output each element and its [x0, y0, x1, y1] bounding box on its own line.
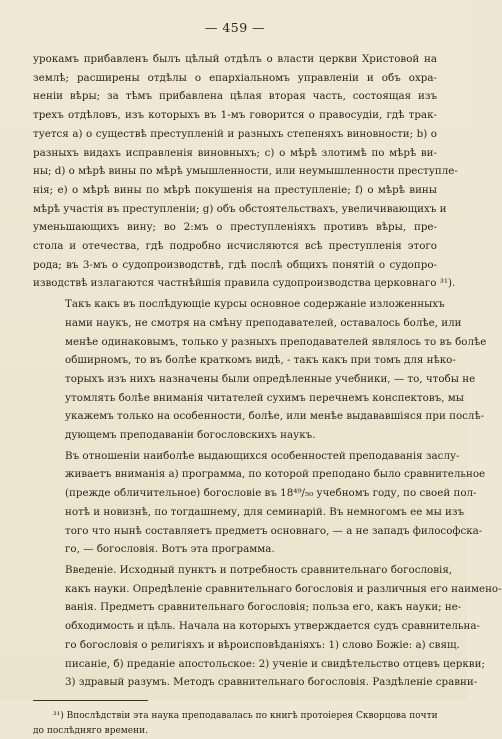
text-line: рода; въ 3-мъ о судопроизводствѣ, гдѣ послѣ общихъ понятій о судопро- [33, 258, 437, 271]
text-line: писаніе, б) преданіе апостольское: 2) ученіе и свидѣтельство отцевъ церкви; [65, 657, 485, 670]
text-line: туется а) о существѣ преступленій и разныхъ степеняхъ виновности; b) о [33, 127, 437, 140]
text-line: мѣрѣ участія въ преступленіи; g) объ обстоятельствахъ, увеличивающихъ и [33, 202, 447, 215]
text-line: неніи вѣры; за тѣмъ прибавлена цѣлая вторая часть, состоящая изъ [33, 90, 437, 103]
text-line: нія; e) о мѣрѣ вины по мѣрѣ покушенія на преступленіе; f) о мѣрѣ вины [33, 183, 437, 196]
text-line: торыхъ изъ нихъ назначены были опредѣленные учебники, — то, чтобы не [65, 372, 476, 385]
footnote-line: ³¹) Впослѣдствіи эта наука преподавалась по книгѣ протоіерея Скворцова почти [53, 710, 438, 721]
footnote-divider [33, 700, 148, 701]
text-line: Такъ какъ въ послѣдующіе курсы основное содержаніе изложенныхъ [65, 298, 445, 311]
text-line: изводствѣ излагаются частнѣйшія правила судопроизводства церковнаго ³¹). [33, 277, 456, 290]
text-line: (прежде обличительное) богословіе въ 18⁴⁹/₅₀ учебномъ году, по своей пол- [65, 487, 477, 500]
text-line: разныхъ видахъ исправленія виновныхъ; c) о мѣрѣ злотимѣ по мѣрѣ ви- [33, 146, 437, 159]
text-line: уменьшающихъ вину; во 2:мъ о преступленіяхъ противъ вѣры, пре- [33, 221, 437, 234]
text-line: 3) здравый разумъ. Методъ сравнительнаго богословія. Раздѣленіе сравни- [65, 676, 478, 689]
paragraph [33, 295, 487, 445]
text-line: живаетъ вниманія а) программа, по которой преподано было сравнительное [65, 468, 486, 481]
text-line: стола и отечества, гдѣ подробно исчисляются всѣ преступленія этого [33, 240, 437, 253]
text-line: ны; d) о мѣрѣ вины по мѣрѣ умышленности, или неумышленности преступле- [33, 165, 458, 178]
text-line: нами наукъ, не смотря на смѣну преподавателей, оставалось болѣе, или [65, 316, 462, 329]
text-line: менѣе одинаковымъ, только у разныхъ преподавателей являлось то въ болѣе [65, 335, 487, 348]
text-line: укажемъ только на особенности, болѣе, или менѣе выдававшіяся при послѣ- [65, 410, 485, 423]
text-line: урокамъ прибавленъ былъ цѣлый отдѣлъ о власти церкви Христовой на [33, 53, 437, 65]
footnote [33, 709, 437, 739]
text-line: какъ науки. Опредѣленіе сравнительнаго богословія и различныя его наимено- [65, 582, 502, 595]
paragraph [33, 50, 458, 293]
text-line: обходимость и цѣль. Начала на которыхъ утверждается судъ сравнительна- [65, 620, 481, 633]
text-line: дующемъ преподаваніи богословскихъ наукъ. [65, 429, 316, 442]
text-line: нотѣ и новизнѣ, по тогдашнему, для семинарій. Въ немногомъ ее мы изъ [65, 505, 465, 518]
text-line: ванія. Предметъ сравнительнаго богословія; польза его, какъ науки; не- [65, 601, 462, 614]
text-line: того что нынѣ составляетъ предметъ основнаго, — а не западъ философска- [65, 524, 483, 537]
main-text [33, 50, 502, 692]
text-line: го, — богословія. Вотъ эта программа. [65, 543, 275, 556]
paragraph [33, 447, 486, 559]
text-line: обширномъ, то въ болѣе краткомъ видѣ, - такъ какъ при томъ для нѣко- [65, 354, 456, 367]
text-line: Введеніе. Исходный пунктъ и потребность сравнительнаго богословія, [65, 563, 453, 576]
text-line: землѣ; расширены отдѣлы о епархіальномъ управленіи и объ охра- [33, 71, 437, 84]
text-line: Въ отношеніи наиболѣе выдающихся особенностей преподаванія заслу- [65, 449, 460, 462]
footnote-line: до послѣдняго времени. [33, 725, 148, 736]
page-number: — 459 — [204, 20, 266, 35]
text-line: трехъ отдѣловъ, изъ которыхъ въ 1-мъ говорится о правосудіи, гдѣ трак- [33, 109, 437, 122]
text-line: го богословія о религіяхъ и вѣроисповѣданіяхъ: 1) слово Божіе: а) свящ. [65, 638, 460, 651]
text-line: утомлять болѣе вниманія читателей сухимъ перечнемъ конспектовъ, мы [65, 391, 464, 404]
paragraph [33, 561, 502, 692]
